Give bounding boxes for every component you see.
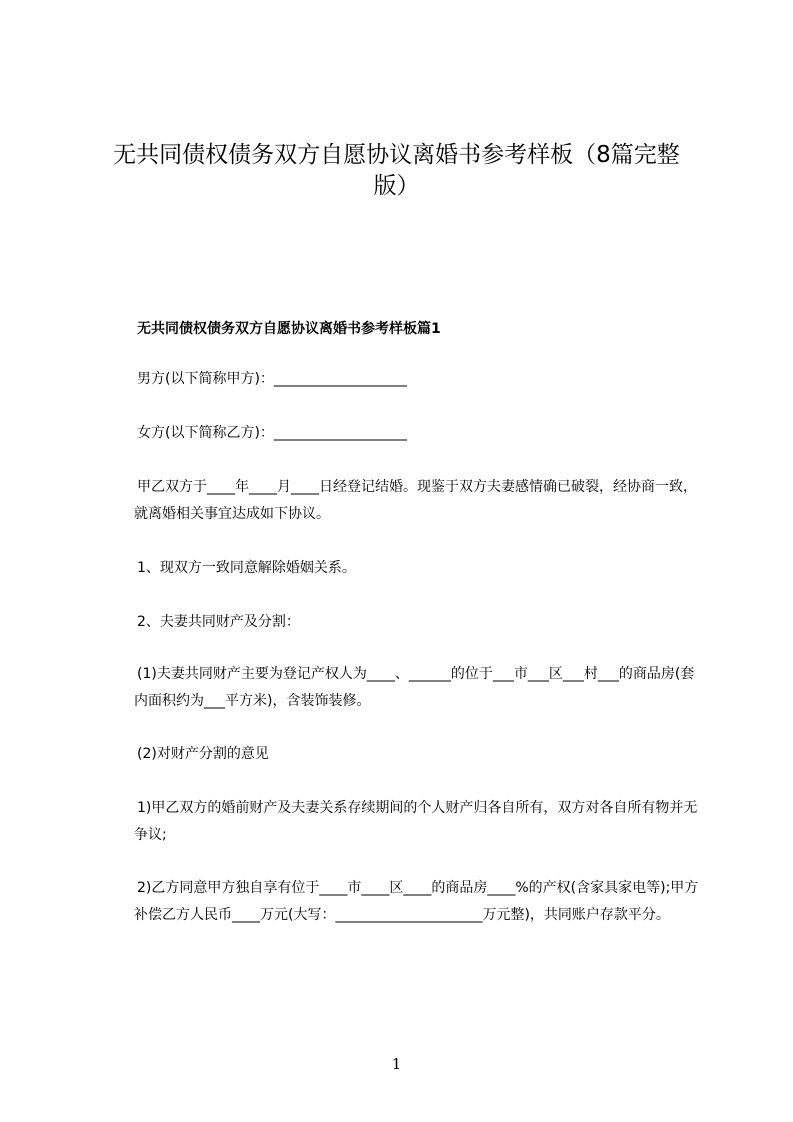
clause-2-item-1: (1)夫妻共同财产主要为登记产权人为____、______的位于___市___区___村___的商品房(套内面积约为___平方米)，含装饰装修。 <box>134 666 695 709</box>
clause-2-item-2: (2)对财产分割的意见 <box>137 746 269 762</box>
clause-2-item-2-sub-2: 2)乙方同意甲方独自享有位于____市____区____的商品房____%的产权(含家具家电等);甲方补偿乙方人民币____万元(大写：_____________________万元整)，共同账户存款平分。 <box>134 880 699 923</box>
document-title: 无共同债权债务双方自愿协议离婚书参考样板（8篇完整版） <box>113 142 680 199</box>
clause-2-item-2-sub-1: 1)甲乙双方的婚前财产及夫妻关系存续期间的个人财产归各自所有，双方对各自所有物并无争议; <box>134 800 698 843</box>
preamble-paragraph: 甲乙双方于____年____月____日经登记结婚。现鉴于双方夫妻感情确已破裂，经协商一致，就离婚相关事宜达成如下协议。 <box>134 479 697 522</box>
page-number: 1 <box>391 1055 402 1073</box>
party-male-line: 男方(以下简称甲方)：___________________ <box>137 371 407 387</box>
clause-1: 1、现双方一致同意解除婚姻关系。 <box>137 560 356 576</box>
clause-2: 2、夫妻共同财产及分割： <box>137 614 300 630</box>
party-female-line: 女方(以下简称乙方)：___________________ <box>137 425 407 441</box>
section-heading: 无共同债权债务双方自愿协议离婚书参考样板篇1 <box>137 321 441 337</box>
